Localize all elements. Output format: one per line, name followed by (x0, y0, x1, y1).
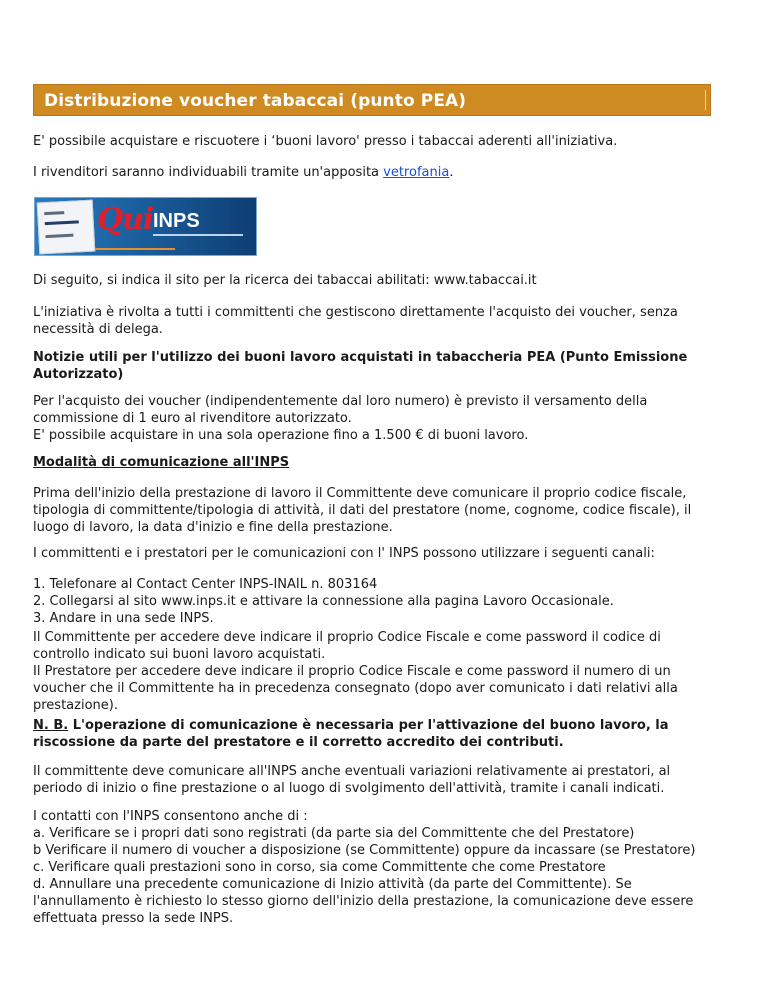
notizie-line-3: E' possibile acquistare in una sola operazione fino a 1.500 € di buoni lavoro. (33, 428, 529, 443)
nb-label: N. B. (33, 718, 69, 733)
notizie-paragraph (33, 393, 713, 444)
contatti-line: c. Verificare quali prestazioni sono in corso, sia come Committente che come Prestatore (33, 860, 606, 875)
intro-paragraph-2 (33, 164, 713, 181)
variazioni-line-2: periodo di inizio o fine prestazione o al luogo di svolgimento dell'attività, tramite i canali indicati. (33, 781, 665, 796)
notizie-heading-line-2: Autorizzato) (33, 367, 124, 382)
intro-text-1: E' possibile acquistare e riscuotere i ‘buoni lavoro' presso i tabaccai aderenti all'iniziativa. (33, 134, 618, 149)
intro-text-2-after: . (449, 165, 454, 180)
page-title: Distribuzione voucher tabaccai (punto PEA) (44, 91, 467, 111)
logo-inps-text: INPS (153, 210, 200, 232)
canali-item: 3. Andare in una sede INPS. (33, 611, 214, 626)
section-title-bar (33, 84, 711, 116)
contatti-line: d. Annullare una precedente comunicazione di Inizio attività (da parte del Committente). Se (33, 877, 632, 892)
canali-intro-text: I committenti e i prestatori per le comunicazioni con l' INPS possono utilizzare i seguenti canali: (33, 546, 655, 561)
voucher-ticket-graphic (37, 200, 96, 255)
nb-line-2: riscossione da parte del prestatore e il corretto accredito dei contributi. (33, 735, 564, 750)
accesso-line: controllo indicato sui buoni lavoro acquistati. (33, 647, 326, 662)
variazioni-line-1: Il committente deve comunicare all'INPS anche eventuali variazioni relativamente ai prestatori, al (33, 764, 671, 779)
search-paragraph (33, 272, 713, 289)
accesso-line: Il Committente per accedere deve indicare il proprio Codice Fiscale e come password il codice di (33, 630, 661, 645)
intro-text-2 (33, 164, 713, 181)
contatti-line: I contatti con l'INPS consentono anche di : (33, 809, 308, 824)
initiative-line-2: necessità di delega. (33, 322, 163, 337)
contatti-line: b Verificare il numero di voucher a disposizione (se Committente) oppure da incassare (se Prestatore) (33, 843, 696, 858)
intro-paragraph-1 (33, 133, 713, 150)
accesso-paragraph (33, 629, 713, 714)
search-text: Di seguito, si indica il sito per la ricerca dei tabaccai abilitati: www.tabaccai.it (33, 273, 537, 288)
canali-list (33, 576, 713, 627)
prima-line-1: Prima dell'inizio della prestazione di lavoro il Committente deve comunicare il proprio codice fiscale, (33, 486, 687, 501)
initiative-line-1: L'iniziativa è rivolta a tutti i committenti che gestiscono direttamente l'acquisto dei voucher, senza (33, 305, 678, 320)
modalita-heading-text: Modalità di comunicazione all'INPS (33, 455, 290, 470)
notizie-heading (33, 349, 713, 383)
nb-line-1 (33, 717, 713, 734)
notizie-heading-line-1: Notizie utili per l'utilizzo dei buoni lavoro acquistati in tabaccheria PEA (Punto Emissione (33, 350, 688, 365)
initiative-paragraph (33, 304, 713, 338)
logo-accent-line (95, 248, 175, 250)
nb-paragraph (33, 717, 713, 751)
title-bar-divider (705, 90, 706, 110)
contatti-line: a. Verificare se i propri dati sono registrati (da parte sia del Committente che del Prestatore) (33, 826, 635, 841)
qui-inps-logo (34, 197, 257, 256)
canali-item: 2. Collegarsi al sito www.inps.it e attivare la connessione alla pagina Lavoro Occasionale. (33, 594, 614, 609)
notizie-line-1: Per l'acquisto dei voucher (indipendentemente dal loro numero) è previsto il versamento della (33, 394, 648, 409)
canali-item: 1. Telefonare al Contact Center INPS-INAIL n. 803164 (33, 577, 378, 592)
contatti-paragraph (33, 808, 713, 927)
prima-paragraph (33, 485, 713, 536)
variazioni-paragraph (33, 763, 713, 797)
modalita-heading (33, 454, 713, 471)
prima-line-2: tipologia di committente/tipologia di attività, il dati del prestatore (nome, cognome, codice fiscale), il (33, 503, 692, 518)
notizie-line-2: commissione di 1 euro al rivenditore autorizzato. (33, 411, 352, 426)
contatti-line: effettuata presso la sede INPS. (33, 911, 234, 926)
accesso-line: Il Prestatore per accedere deve indicare il proprio Codice Fiscale e come password il numero di un (33, 664, 671, 679)
nb-line-1-rest: L'operazione di comunicazione è necessaria per l'attivazione del buono lavoro, la (68, 718, 669, 733)
logo-subtitle-line (153, 234, 243, 236)
canali-intro (33, 545, 713, 562)
prima-line-3: luogo di lavoro, la data d'inizio e fine della prestazione. (33, 520, 393, 535)
contatti-line: l'annullamento è richiesto lo stesso giorno dell'inizio della prestazione, la comunicazione deve essere (33, 894, 694, 909)
logo-qui-text: Qui (97, 202, 154, 237)
vetrofania-link[interactable]: vetrofania (383, 165, 450, 180)
accesso-line: prestazione). (33, 698, 118, 713)
accesso-line: voucher che il Committente ha in precedenza consegnato (dopo aver comunicato i dati relativi alla (33, 681, 678, 696)
intro-text-2-before: I rivenditori saranno individuabili tramite un'apposita (33, 165, 384, 180)
